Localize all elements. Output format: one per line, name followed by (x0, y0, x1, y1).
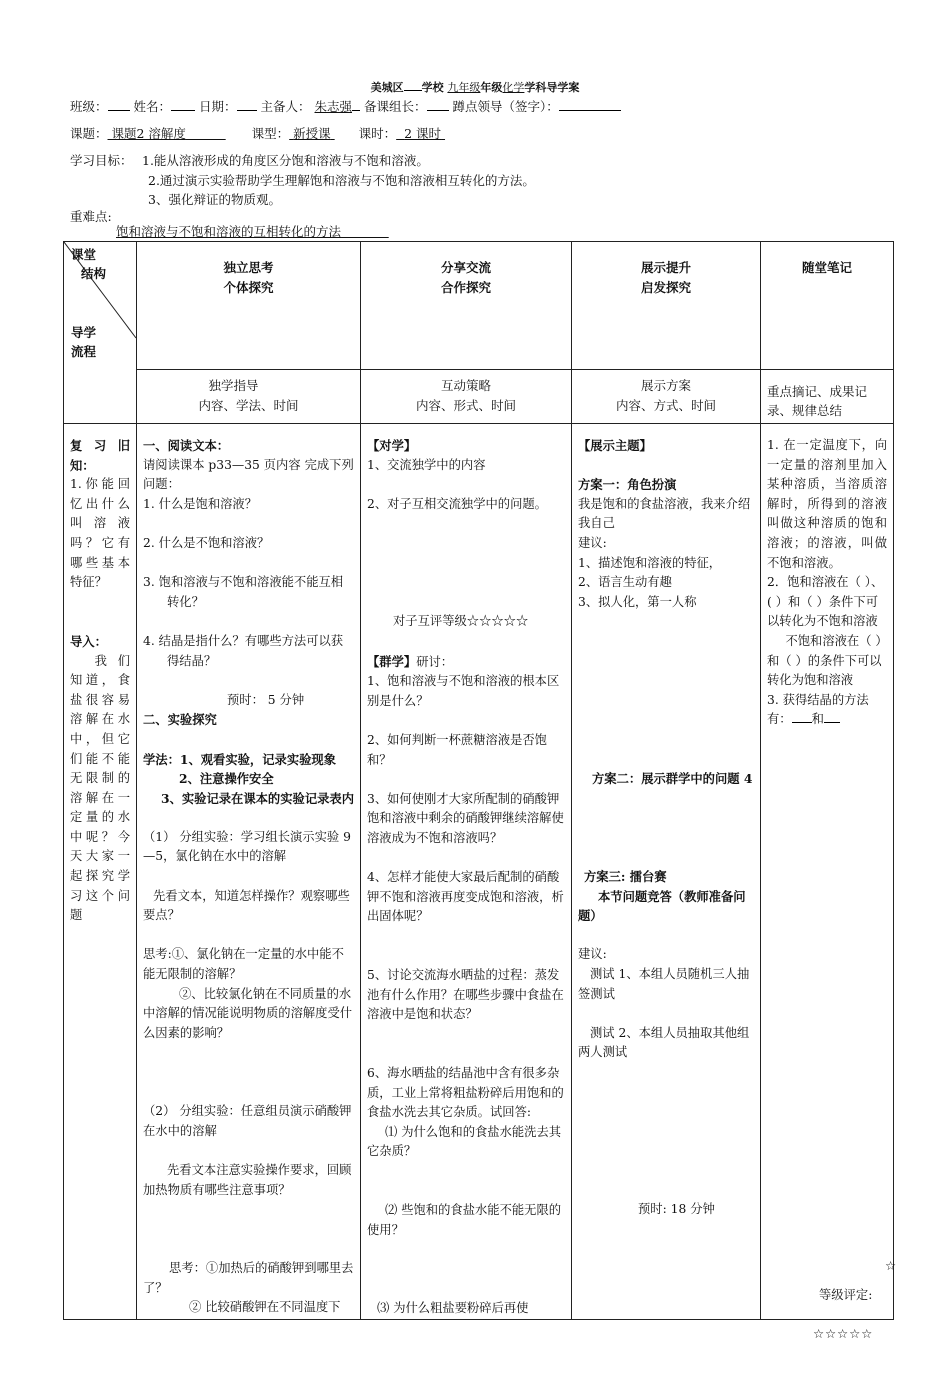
group-question-4: 4、怎样才能使大家最后配制的硝酸钾不饱和溶液再度变成饱和溶液，析出固体呢？ (367, 870, 564, 924)
col-show (572, 424, 761, 1320)
plan-3-text: 本节问题竞答（教师准备问题） (578, 888, 746, 924)
intro-text: 我们知道，食盐很容易溶解在水中，但它们能不能无限制的溶解在一定量的水中呢？今天大家一起探究学习这个问题 (70, 653, 130, 923)
question-3: 3. 饱和溶液与不饱和溶液能不能互相转化？ (143, 575, 344, 609)
corner-bottom-label-2: 流程 (71, 344, 97, 359)
note-2: 2．饱和溶液在（ ）、( ）和（ ）条件下可以转化为不饱和溶液 (767, 575, 884, 629)
method-3: 3、实验记录在课本的实验记录表内 (161, 790, 355, 806)
group-question-6a: ⑴ 为什么饱和的食盐水能洗去其它杂质？ (367, 1124, 562, 1159)
show-time: 预时: 18 分钟 (638, 1202, 715, 1217)
group-question-6b: ⑵ 些饱和的食盐水能不能无限的使用？ (367, 1203, 562, 1237)
plan-1-item-1: 1、描述饱和溶液的特征， (578, 555, 722, 570)
plan-1-item-2: 2、语言生动有趣 (578, 575, 672, 590)
corner-top-label: 课堂 (71, 247, 97, 262)
reading-instruction: 请阅读课本 p33—35 页内容 完成下列问题： (143, 457, 354, 492)
info-line-2: 课题： 课题2 溶解度 课型： 新授课 课时： 2 课时 (70, 126, 442, 141)
pair-study-1: 1、交流独学中的内容 (367, 457, 486, 472)
key-label: 重难点: (70, 209, 112, 224)
plan-3-item-1: 测试 1、本组人员随机三人抽签测试 (578, 967, 750, 1001)
sub-header-share: 互动策略 内容、形式、时间 (361, 370, 572, 424)
question-2: 2. 什么是不饱和溶液？ (143, 535, 270, 550)
experiment-2: （2） 分组实验：任意组员演示硝酸钾在水中的溶解 (143, 1104, 352, 1138)
experiment-1: （1） 分组实验：学习组长演示实验 9—5，氯化钠在水中的溶解 (143, 829, 351, 864)
col-header-show: 展示提升 启发探究 (572, 242, 761, 370)
pair-study-2: 2、对子互相交流独学中的问题。 (367, 496, 547, 511)
experiment-2-think-2: ② 比较硝酸钾在不同温度下 (189, 1300, 341, 1315)
plan-1-title: 方案一：角色扮演 (578, 477, 677, 493)
plan-3-title: 方案三: 擂台赛 (584, 869, 667, 885)
plan-2-title: 方案二：展示群学中的问题 4 (592, 771, 753, 787)
group-question-6: 6、海水晒盐的结晶池中含有很多杂质，工业上常将粗盐粉碎后用饱和的食盐水洗去其它杂质。试回答: (367, 1066, 564, 1120)
intro-title: 导入： (70, 633, 107, 649)
note-3: 不饱和溶液在（ ）和（ ）的条件下可以转化为饱和溶液 (767, 633, 882, 688)
note-1: 1. 在一定温度下，向一定量的溶剂里加入某种溶质，当溶质溶解时，所得到的溶液叫做这种溶质的饱和溶液；的溶液，叫做不饱和溶液。 (767, 438, 887, 570)
plan-1-item-3: 3、拟人化，第一人称 (578, 594, 697, 609)
pair-study-title: 【对学】 (367, 438, 417, 453)
page-title: 美城区 学校 九年级年级化学学科导学案 (0, 78, 950, 95)
time-1: 预时： 5 分钟 (227, 692, 305, 707)
group-question-6c: ⑶ 为什么粗盐要粉碎后再使 (377, 1301, 529, 1316)
plan-3-suggest: 建议: (578, 947, 607, 962)
sub-header-independent: 独学指导 内容、学法、时间 (137, 370, 361, 424)
plan-1-suggest: 建议: (578, 535, 607, 550)
goal-2: 2.通过演示实验帮助学生理解饱和溶液与不饱和溶液相互转化的方法。 (148, 173, 535, 188)
experiment-1-think-1: 思考:①、氯化钠在一定量的水中能不能无限制的溶解？ (143, 947, 344, 982)
experiment-1-think-2: ②、比较氯化钠在不同质量的水中溶解的情况能说明物质的溶解度受什么因素的影响？ (143, 986, 353, 1040)
grade-label: 等级评定: (819, 1288, 873, 1302)
group-question-5: 5、讨论交流海水晒盐的过程：蒸发池有什么作用？在哪些步骤中食盐在溶液中是饱和状态？ (367, 968, 564, 1022)
method-1: 学法：1、观看实验，记录实验现象 (143, 751, 337, 767)
col-independent (137, 424, 361, 1320)
sub-header-notes: 重点摘记、成果记录、规律总结 (761, 370, 894, 424)
note-4: 3. 获得结晶的方法有： 和 (767, 692, 869, 727)
pair-rating: 对子互评等级☆☆☆☆☆ (393, 614, 529, 629)
corner-top-label-2: 结构 (81, 266, 107, 281)
sub-header-show: 展示方案 内容、方式、时间 (572, 370, 761, 424)
goal-1: 1.能从溶液形成的角度区分饱和溶液与不饱和溶液。 (142, 153, 429, 168)
show-topic-title: 【展示主题】 (578, 438, 652, 453)
key-value: 饱和溶液与不饱和溶液的互相转化的方法 (116, 224, 342, 239)
section-reading: 一、阅读文本： (143, 438, 230, 453)
grade-star-extra: ☆ (885, 1258, 897, 1273)
info-line-1: 班级： 姓名： 日期： 主备人： 朱志强 备课组长： 蹲点领导（签字）： (70, 97, 621, 115)
experiment-1-read: 先看文本，知道怎样操作？观察哪些要点？ (143, 888, 350, 923)
lesson-table (63, 241, 897, 1341)
corner-bottom-label: 导学 (71, 325, 97, 340)
goals-label: 学习目标： (70, 153, 133, 168)
experiment-2-read: 先看文本注意实验操作要求，回顾加热物质有哪些注意事项？ (143, 1162, 352, 1197)
plan-3-item-2: 测试 2、本组人员抽取其他组两人测试 (578, 1025, 750, 1060)
group-question-3: 3、如何使刚才大家所配制的硝酸钾饱和溶液中剩余的硝酸钾继续溶解使溶液成为不饱和溶液吗？ (367, 791, 564, 845)
group-question-2: 2、如何判断一杯蔗糖溶液是否饱和？ (367, 732, 547, 767)
method-2: 2、注意操作安全 (179, 771, 274, 787)
col-review (64, 424, 137, 1320)
col-header-independent: 独立思考 个体探究 (137, 242, 361, 370)
question-4: 4. 结晶是指什么？有哪些方法可以获得结晶？ (143, 633, 344, 668)
grade-stars: ☆☆☆☆☆ (813, 1327, 874, 1341)
question-1: 1. 什么是饱和溶液？ (143, 496, 258, 511)
group-question-1: 1、饱和溶液与不饱和溶液的根本区别是什么？ (367, 674, 560, 708)
col-header-notes: 随堂笔记 (761, 242, 894, 370)
goal-3: 3、强化辩证的物质观。 (148, 192, 281, 207)
review-title: 复 习 旧 知： (70, 438, 130, 473)
group-study-title: 【群学】 (367, 653, 417, 669)
col-share (361, 424, 572, 1320)
section-experiment: 二、实验探究 (143, 712, 217, 728)
corner-cell (64, 242, 137, 424)
plan-1-text: 我是饱和的食盐溶液，我来介绍我自己 (578, 496, 751, 531)
group-study-subtitle: 研讨： (416, 654, 454, 669)
review-text: 1.你能回忆出什么叫溶液吗？它有哪些基本特征？ (70, 477, 130, 590)
col-header-share: 分享交流 合作探究 (361, 242, 572, 370)
experiment-2-think-1: 思考：①加热后的硝酸钾到哪里去了？ (143, 1260, 354, 1295)
col-notes (761, 424, 897, 1341)
